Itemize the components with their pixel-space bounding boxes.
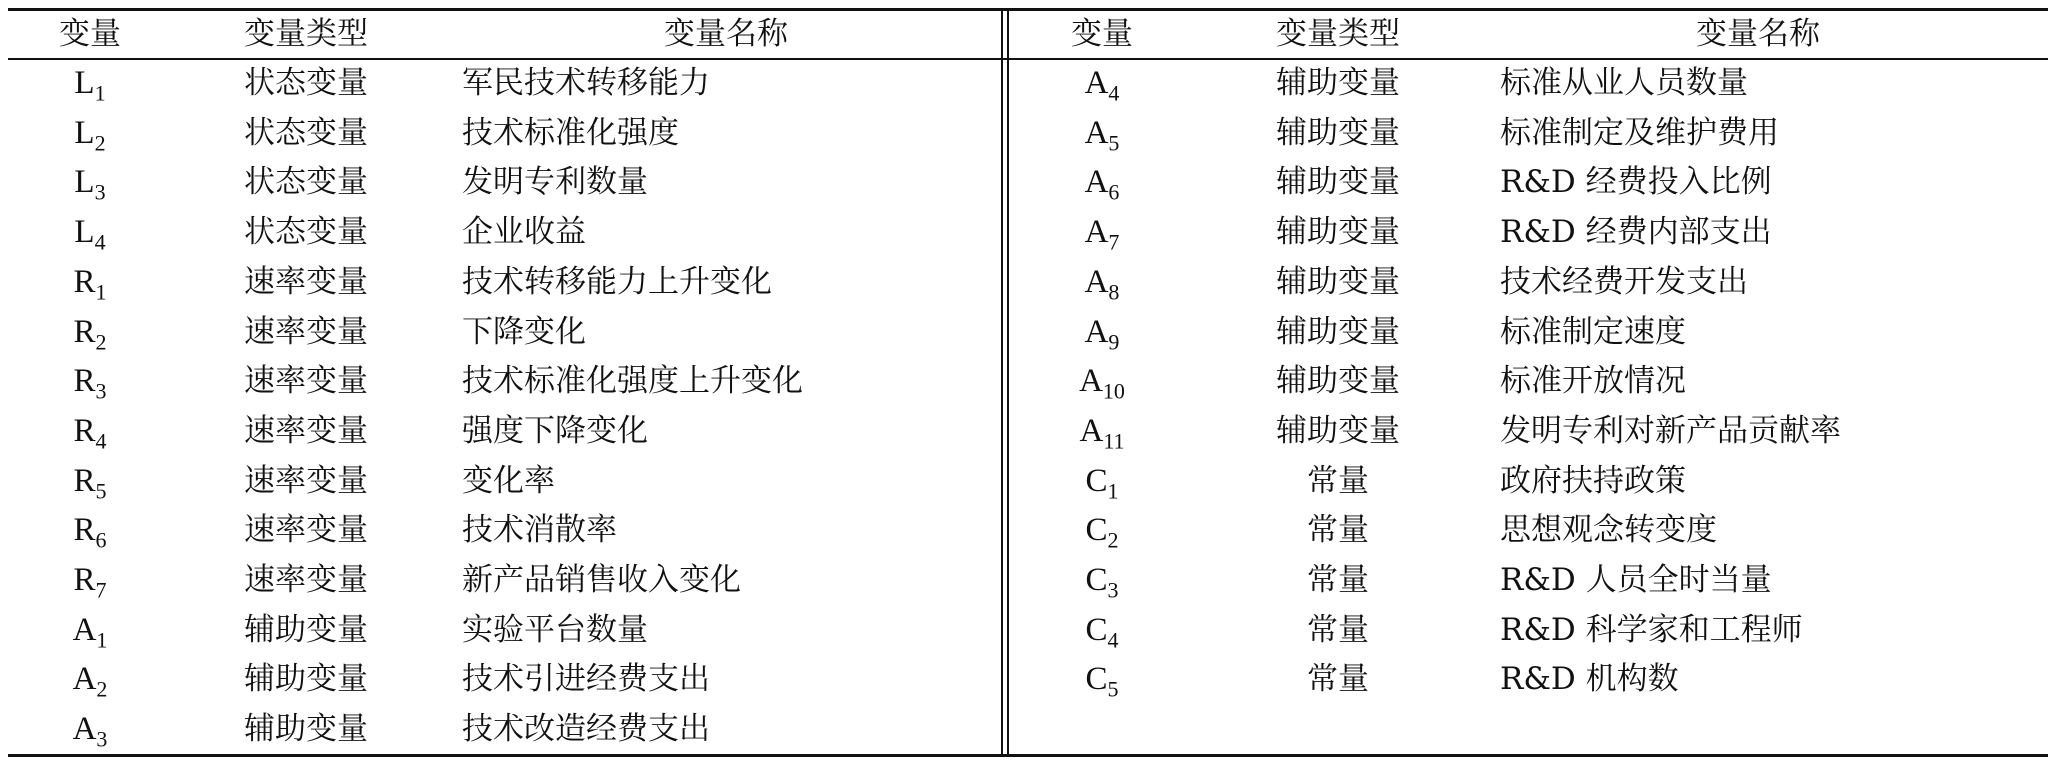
variable-type: 辅助变量 (244, 711, 368, 748)
variable-symbol (1085, 207, 1120, 257)
variable-symbol (1085, 605, 1118, 655)
variable-name: R&D 科学家和工程师 (1500, 611, 1803, 648)
variable-letter: C (1085, 611, 1108, 648)
variable-type: 速率变量 (244, 462, 368, 499)
variable-name: 发明专利对新产品贡献率 (1500, 412, 1841, 449)
variable-letter: R (73, 313, 96, 350)
variable-subscript: 1 (1107, 478, 1119, 504)
variable-letter: A (1079, 412, 1104, 449)
variable-name: 强度下降变化 (462, 412, 648, 449)
variable-subscript: 2 (95, 329, 107, 355)
variable-symbol (73, 704, 108, 754)
variable-name: 技术标准化强度 (462, 114, 679, 151)
variable-subscript: 4 (95, 428, 107, 454)
variable-symbol (1085, 456, 1118, 506)
variable-symbol (73, 654, 108, 704)
variable-letter: C (1085, 512, 1108, 549)
variable-subscript: 3 (94, 180, 106, 206)
variable-symbol (73, 307, 106, 357)
variable-name: 标准开放情况 (1500, 363, 1686, 400)
variable-letter: R (73, 263, 96, 300)
variable-symbol (73, 406, 106, 456)
variable-type: 速率变量 (244, 512, 368, 549)
variable-type: 状态变量 (244, 65, 368, 101)
variable-type: 辅助变量 (1276, 363, 1400, 400)
variable-letter: R (73, 412, 96, 449)
variable-subscript: 4 (94, 229, 106, 255)
variable-name: 下降变化 (462, 313, 586, 350)
variable-name: 技术转移能力上升变化 (462, 263, 772, 300)
variable-type: 速率变量 (244, 412, 368, 449)
variable-symbol (1085, 257, 1120, 307)
variable-symbol (1079, 356, 1125, 406)
variable-letter: A (1084, 214, 1109, 251)
variable-type: 辅助变量 (244, 661, 368, 698)
variable-symbol (73, 505, 106, 555)
variable-type: 速率变量 (244, 562, 368, 598)
variable-name: 标准制定速度 (1500, 313, 1686, 350)
variable-subscript: 11 (1103, 428, 1125, 454)
variable-type: 辅助变量 (1276, 164, 1400, 201)
variable-type: 状态变量 (244, 164, 368, 201)
variable-type: 辅助变量 (1276, 263, 1400, 300)
variable-name: 标准制定及维护费用 (1500, 114, 1779, 151)
variable-name: 企业收益 (462, 214, 586, 251)
variable-type: 速率变量 (244, 263, 368, 300)
table-bottom-rule (8, 754, 2048, 757)
variable-letter: A (72, 661, 97, 698)
header-variable-name: 变量名称 (1696, 16, 1820, 52)
variable-type: 常量 (1307, 611, 1369, 648)
variable-subscript: 1 (95, 279, 107, 305)
table-divider-line (1007, 8, 1009, 757)
variable-subscript: 3 (96, 726, 108, 752)
variable-symbol (1085, 58, 1120, 108)
variable-letter: R (73, 512, 96, 549)
variable-letter: R (73, 363, 96, 400)
variable-symbol (1085, 505, 1118, 555)
variable-subscript: 6 (1108, 180, 1120, 206)
variable-type: 辅助变量 (1276, 313, 1400, 350)
variable-type: 辅助变量 (1276, 412, 1400, 449)
variable-letter: A (72, 611, 97, 648)
variable-type: 常量 (1307, 661, 1369, 698)
variable-letter: A (1084, 114, 1109, 151)
variable-letter: A (1084, 164, 1109, 201)
variable-name: R&D 经费投入比例 (1500, 164, 1772, 201)
variable-symbol (74, 207, 105, 257)
variable-letter: A (1084, 313, 1109, 350)
variable-name: R&D 人员全时当量 (1500, 562, 1772, 598)
variable-symbol (73, 605, 108, 655)
variable-subscript: 4 (1108, 80, 1120, 106)
variable-letter: L (74, 114, 95, 151)
variable-type: 常量 (1307, 512, 1369, 549)
variable-type: 状态变量 (244, 114, 368, 151)
variable-name: 军民技术转移能力 (462, 65, 710, 101)
variable-subscript: 10 (1102, 378, 1125, 404)
variable-name: 变化率 (462, 462, 555, 499)
variable-subscript: 5 (95, 478, 107, 504)
variable-subscript: 2 (1107, 527, 1119, 553)
variable-symbol (1085, 555, 1118, 605)
variable-subscript: 2 (94, 130, 106, 156)
variable-letter: A (72, 711, 97, 748)
variable-letter: R (73, 562, 96, 598)
variable-subscript: 1 (94, 80, 106, 106)
variable-symbol (1079, 406, 1124, 456)
variable-symbol (1085, 307, 1120, 357)
variable-type: 速率变量 (244, 313, 368, 350)
variable-letter: C (1085, 661, 1108, 698)
variable-subscript: 4 (1107, 627, 1119, 653)
header-variable: 变量 (1071, 16, 1133, 52)
variable-subscript: 2 (96, 677, 108, 703)
variable-type: 辅助变量 (244, 611, 368, 648)
variable-letter: C (1085, 562, 1108, 598)
variable-subscript: 6 (95, 527, 107, 553)
variable-symbol (1085, 157, 1120, 207)
variable-name: 标准从业人员数量 (1500, 65, 1748, 101)
variable-symbol (1085, 654, 1118, 704)
variable-type: 常量 (1307, 562, 1369, 598)
variable-name: 新产品销售收入变化 (462, 562, 741, 598)
variable-letter: L (74, 164, 95, 201)
variable-symbol (73, 356, 106, 406)
variable-name: 发明专利数量 (462, 164, 648, 201)
variable-letter: A (1084, 65, 1109, 101)
variable-symbol (74, 108, 105, 158)
variable-symbol (1085, 108, 1120, 158)
header-variable-type: 变量类型 (1276, 16, 1400, 52)
variable-name: 技术消散率 (462, 512, 617, 549)
variable-subscript: 7 (95, 577, 107, 603)
variable-letter: A (1084, 263, 1109, 300)
variable-subscript: 1 (96, 627, 108, 653)
variable-subscript: 3 (95, 378, 107, 404)
variable-type: 状态变量 (244, 214, 368, 251)
variable-name: 政府扶持政策 (1500, 462, 1686, 499)
variable-letter: L (74, 65, 95, 101)
variable-name: 技术引进经费支出 (462, 661, 710, 698)
variable-letter: L (74, 214, 95, 251)
variable-subscript: 3 (1107, 577, 1119, 603)
variable-symbol (74, 157, 105, 207)
variable-name: 技术改造经费支出 (462, 711, 710, 748)
variable-type: 辅助变量 (1276, 214, 1400, 251)
header-variable: 变量 (59, 16, 121, 52)
variable-type: 辅助变量 (1276, 114, 1400, 151)
variable-name: 实验平台数量 (462, 611, 648, 648)
variable-subscript: 8 (1108, 279, 1120, 305)
variable-symbol (73, 456, 106, 506)
variable-name: 思想观念转变度 (1500, 512, 1717, 549)
variable-symbol (73, 257, 106, 307)
table-divider-line (1001, 8, 1003, 757)
variable-type: 速率变量 (244, 363, 368, 400)
header-variable-name: 变量名称 (664, 16, 788, 52)
variable-symbol (74, 58, 105, 108)
variable-subscript: 5 (1107, 677, 1119, 703)
variable-name: 技术经费开发支出 (1500, 263, 1748, 300)
variable-name: R&D 经费内部支出 (1500, 214, 1772, 251)
variable-letter: C (1085, 462, 1108, 499)
variable-name: 技术标准化强度上升变化 (462, 363, 803, 400)
header-variable-type: 变量类型 (244, 16, 368, 52)
variable-letter: A (1079, 363, 1103, 400)
variable-letter: R (73, 462, 96, 499)
variable-subscript: 9 (1108, 329, 1120, 355)
variable-type: 辅助变量 (1276, 65, 1400, 101)
variable-name: R&D 机构数 (1500, 661, 1679, 698)
variable-type: 常量 (1307, 462, 1369, 499)
variable-symbol (73, 555, 106, 605)
variable-subscript: 5 (1108, 130, 1120, 156)
variable-subscript: 7 (1108, 229, 1120, 255)
